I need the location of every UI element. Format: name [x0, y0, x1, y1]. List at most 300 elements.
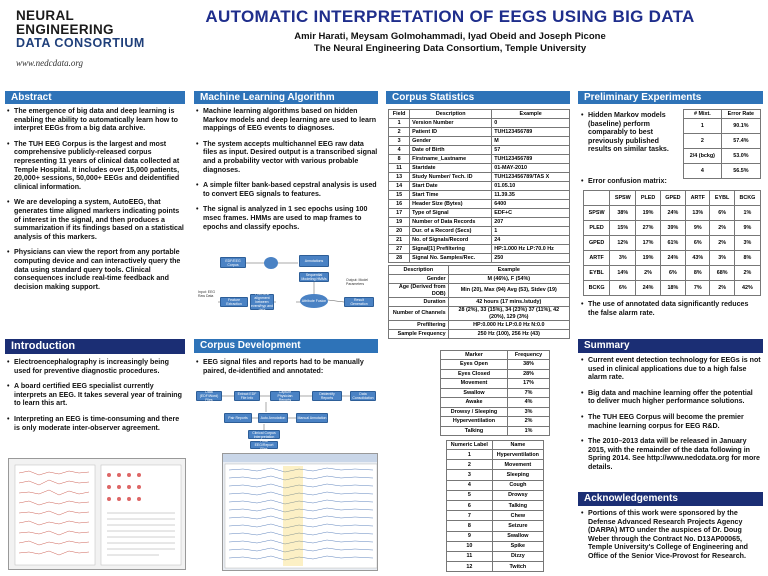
table-cell: 13% [686, 206, 710, 221]
table-cell: 27 [389, 245, 410, 254]
result-generation-box: Result Generation [344, 297, 374, 307]
table-cell: 16 [389, 200, 410, 209]
table-cell: 17% [507, 379, 549, 389]
table-cell: 12% [610, 236, 636, 251]
dev-auto-annotation-box: Auto Annotation [258, 413, 288, 423]
table-row [389, 254, 570, 263]
table-cell: 56.5% [721, 164, 760, 179]
ack-bullet: • Portions of this work were sponsored by the Defense Advanced Research Projects Agency (DARPA) MTO under the auspices of Dr. Doug Weber through the Contract No. D13AP00065, Temple University's College of Engineering and Office of the Senior Vice-Provost for Research. [581, 509, 761, 561]
table-cell: 9% [686, 221, 710, 236]
table-cell: 3% [610, 251, 636, 266]
table-header-cell: Field [389, 110, 410, 119]
table-row [389, 227, 570, 236]
table-row [584, 281, 761, 296]
table-cell: 11 [389, 164, 410, 173]
ml-bullet: • A simple filter bank-based cepstral analysis is used to convert EEG signals to features. [196, 181, 378, 198]
table-cell: GPED [584, 236, 610, 251]
table-row [684, 119, 761, 134]
table-cell: HP:1.000 Hz LP:70.0 Hz [492, 245, 570, 254]
table-cell: TUH123456789 [492, 128, 570, 137]
table-cell: Drowsy / Sleeping [441, 407, 508, 417]
table-cell: 19 [389, 218, 410, 227]
table-cell: 17% [636, 236, 660, 251]
table-cell: Age (Derived from DOB) [389, 284, 449, 298]
prelim-bullet: • The use of annotated data significantly reduces the false alarm rate. [581, 300, 761, 317]
table-cell: 1 [492, 227, 570, 236]
table-cell: 28 [389, 254, 410, 263]
table-row [389, 236, 570, 245]
table-cell: 3% [507, 407, 549, 417]
table-cell: 4 [447, 480, 493, 490]
table-header-cell: Error Rate [721, 110, 760, 119]
table-row [441, 426, 550, 436]
table-cell: 7% [686, 281, 710, 296]
table-header-cell: ARTF [686, 191, 710, 206]
table-cell: Gender [410, 137, 492, 146]
table-cell: 2% [710, 281, 734, 296]
table-cell: 6 [447, 500, 493, 510]
table-cell: 15% [610, 221, 636, 236]
table-header-cell: SPSW [610, 191, 636, 206]
table-cell: 8% [734, 251, 760, 266]
table-cell: 2% [507, 417, 549, 427]
corpus-dev-bullet: • EEG signal files and reports had to be manually paired, de-identified and annotated: [196, 358, 378, 375]
dev-pair-box: Pair Reports [224, 413, 252, 423]
edf-header-table [388, 109, 570, 263]
table-cell: EYBL [584, 266, 610, 281]
label-table-header-row [447, 441, 544, 450]
table-cell: EDF+C [492, 209, 570, 218]
section-ml-header: Machine Learning Algorithm [194, 91, 378, 104]
table-row [584, 221, 761, 236]
table-cell: 11.39.35 [492, 191, 570, 200]
dev-extract-box: Extract EDF File Info [234, 391, 260, 401]
label-table-body [447, 450, 544, 572]
table-cell: Start Date [410, 182, 492, 191]
table-cell: 42 hours (17 mins./study) [448, 298, 569, 307]
table-cell: 27% [636, 221, 660, 236]
table-row [684, 149, 761, 164]
poster-authors [170, 31, 730, 55]
table-cell: 43% [686, 251, 710, 266]
table-cell: Dizzy [492, 551, 543, 561]
table-row [389, 128, 570, 137]
table-row [447, 500, 544, 510]
mixture-error-table [683, 109, 761, 179]
table-cell: 15 [389, 191, 410, 200]
table-cell: 2% [710, 221, 734, 236]
table-cell: 2 [447, 460, 493, 470]
table-cell: TUH123456789/TAS X [492, 173, 570, 182]
table-cell: Min (20), Max (94) Avg (53), Stdev (19) [448, 284, 569, 298]
nedc-logo [16, 9, 166, 69]
table-cell: 24% [636, 281, 660, 296]
table-header-cell: Marker [441, 351, 508, 360]
intro-bullet: • Electroencephalography is increasingly being used for preventive diagnostic procedures. [7, 358, 185, 375]
table-row [447, 480, 544, 490]
section-introduction-header: Introduction [5, 339, 185, 354]
table-row [441, 379, 550, 389]
table-cell: Dur. of a Record (Secs) [410, 227, 492, 236]
table-cell: Seizure [492, 521, 543, 531]
table-cell: PLED [584, 221, 610, 236]
intro-bullet: • Interpreting an EEG is time-consuming and there is only moderate inter-observer agreement. [7, 415, 185, 432]
dev-capture-box: Capture Physician Reports [270, 391, 300, 401]
table-cell: 1 [684, 119, 722, 134]
table-cell: Header Size (Bytes) [410, 200, 492, 209]
table-cell: 1 [389, 119, 410, 128]
table-cell: 20 [389, 227, 410, 236]
table-cell: 6% [686, 236, 710, 251]
table-cell: Twitch [492, 562, 543, 572]
input-label: Input: EEG Raw Data [198, 290, 216, 298]
alignment-box: Find best alignment between event/hyp and data [251, 292, 273, 312]
table-cell: 6% [610, 281, 636, 296]
dev-final-box: Final EEG/Report Files [250, 441, 278, 449]
table-cell: 2 [389, 128, 410, 137]
table-cell: 4 [684, 164, 722, 179]
ml-bullet: • Machine learning algorithms based on hidden Markov models and deep learning are used to learn mappings of EEG events to diagnoses. [196, 107, 378, 133]
table-cell: 01-MAY-2010 [492, 164, 570, 173]
table-cell: Hyperventilation [441, 417, 508, 427]
table-cell: 10 [447, 541, 493, 551]
abstract-bullet: • The emergence of big data and deep learning is enabling the ability to automatically learn how to interpret EEGs from a big data archive. [7, 107, 185, 133]
table-cell: M [492, 137, 570, 146]
table-row [584, 266, 761, 281]
summary-bullet: • The 2010–2013 data will be released in January 2015, with the remainder of the data following in Spring 2014. See http://www.nedcdata.org for more details. [581, 437, 761, 471]
mixt-table-body [684, 119, 761, 179]
table-row [447, 511, 544, 521]
table-cell: 8 [389, 155, 410, 164]
table-header-cell: PLED [636, 191, 660, 206]
table-cell: 18% [660, 281, 685, 296]
table-header-cell: GPED [660, 191, 685, 206]
table-cell: 21 [389, 236, 410, 245]
table-cell: 4 [389, 146, 410, 155]
table-cell: 7 [447, 511, 493, 521]
table-row [441, 417, 550, 427]
table-row [389, 218, 570, 227]
table-cell: Startdate [410, 164, 492, 173]
table-cell: Movement [441, 379, 508, 389]
eeg-report-screenshot [8, 458, 186, 570]
table-cell: 61% [660, 236, 685, 251]
intro-bullet: • A board certified EEG specialist currently interprets an EEG. It takes several year of training to learn this art. [7, 382, 185, 408]
corpus-stats-table [388, 265, 570, 339]
dev-consolidation-box: Data Consolidation [350, 391, 376, 401]
table-row [389, 155, 570, 164]
table-cell: Gender [389, 275, 449, 284]
table-cell: TUH123456789 [492, 155, 570, 164]
author-names: Amir Harati, Meysam Golmohammadi, Iyad Obeid and Joseph Picone [294, 31, 606, 42]
table-cell: 9 [447, 531, 493, 541]
table-cell: Spike [492, 541, 543, 551]
table-cell: Talking [441, 426, 508, 436]
prelim-bullet: • Hidden Markov models (baseline) perform comparably to best previously published results on similar tasks. [581, 111, 677, 154]
table-cell: Swallow [441, 388, 508, 398]
table-header-cell: Name [492, 441, 543, 450]
section-prelim-header: Preliminary Experiments [578, 91, 763, 104]
table-cell: 68% [710, 266, 734, 281]
abstract-text [7, 107, 185, 298]
join-node [264, 257, 278, 269]
table-cell: 24% [660, 206, 685, 221]
abstract-bullet: • Physicians can view the report from any portable computing device and can interactively query the data using standard query tools. Clinical consequences include real-time feedback and decision making support. [7, 248, 185, 291]
table-cell: Type of Signal [410, 209, 492, 218]
table-cell: 2 [684, 134, 722, 149]
table-row [389, 137, 570, 146]
table-row [441, 407, 550, 417]
table-cell: 28 (2%), 33 (15%), 34 (23%) 37 (11%), 42 (20%), 129 (3%) [448, 307, 569, 321]
table-cell: 39% [660, 221, 685, 236]
confusion-matrix-table [583, 190, 761, 296]
dev-manual-annotation-box: Manual Annotation [296, 413, 328, 423]
table-row [447, 551, 544, 561]
table-row [447, 562, 544, 572]
table-row [447, 531, 544, 541]
edf-corpus-box: EDF/EEG Corpus [220, 257, 246, 268]
annotations-box: Annotations [299, 255, 329, 267]
table-cell: 42% [734, 281, 760, 296]
table-cell: 14 [389, 182, 410, 191]
marker-frequency-table [440, 350, 550, 436]
table-header-cell: Numeric Label [447, 441, 493, 450]
eeg-report-graphic [9, 459, 186, 570]
dev-edf-files-box: Data (EDF/Word) Files [196, 391, 222, 401]
prelim-bullet1-text [581, 111, 677, 161]
table-cell: Prefiltering [389, 321, 449, 330]
annotation-tool-graphic [223, 454, 378, 571]
table-cell: No. of Signals/Record [410, 236, 492, 245]
table-row [389, 307, 570, 321]
table-cell: Awake [441, 398, 508, 408]
ml-text [196, 107, 378, 238]
corpus-dev-flow-diagram [196, 390, 378, 450]
confusion-body [584, 206, 761, 296]
attribute-fusion-node: Attribute Fusion [300, 294, 328, 308]
table-cell: 90.1% [721, 119, 760, 134]
table-row [447, 541, 544, 551]
table-cell: 8 [447, 521, 493, 531]
table-header-cell: # Mixt. [684, 110, 722, 119]
table-cell: 3% [710, 251, 734, 266]
table-row [389, 209, 570, 218]
table-cell: ARTF [584, 251, 610, 266]
table-row [684, 134, 761, 149]
table-cell: Duration [389, 298, 449, 307]
stats-table-header-row [389, 266, 570, 275]
table-cell: 11 [447, 551, 493, 561]
table-cell: 2/4 (bckg) [684, 149, 722, 164]
table-header-cell: Example [492, 110, 570, 119]
edf-table-body [389, 119, 570, 263]
table-row [389, 275, 570, 284]
table-cell: Version Number [410, 119, 492, 128]
table-cell: Swallow [492, 531, 543, 541]
annotation-tool-screenshot [222, 453, 378, 571]
ack-text [581, 509, 761, 568]
table-header-cell: Frequency [507, 351, 549, 360]
table-row [389, 330, 570, 339]
table-cell: 3 [447, 470, 493, 480]
hmm-box: Sequential Modeling HMMs [299, 272, 329, 282]
table-cell: 7% [507, 388, 549, 398]
abstract-bullet: • The TUH EEG Corpus is the largest and most comprehensive publicly-released corpus representing 11 years of clinical data collected at Temple Hospital. It includes over 15,000 patients, 20,000+ sessions, 50,000+ EEGs and deidentified clinical information. [7, 140, 185, 192]
marker-table-body [441, 360, 550, 436]
table-header-cell: EYBL [710, 191, 734, 206]
table-cell: 8% [686, 266, 710, 281]
dev-deidentify-box: Deidentify Reports [312, 391, 342, 401]
table-row [584, 251, 761, 266]
summary-bullet: • Current event detection technology for EEGs is not used in clinical applications due to a high false alarm rate. [581, 356, 761, 382]
table-row [447, 490, 544, 500]
logo-url: www.nedcdata.org [16, 58, 83, 68]
summary-bullet: • Big data and machine learning offer the potential to deliver much higher performance solutions. [581, 389, 761, 406]
table-cell: Movement [492, 460, 543, 470]
table-cell: SPSW [584, 206, 610, 221]
table-cell: 01.05.10 [492, 182, 570, 191]
output-label: Output: Model Parameters [346, 278, 368, 286]
confusion-header-row [584, 191, 761, 206]
summary-bullet: • The TUH EEG Corpus will become the premier machine learning corpus for EEG R&D. [581, 413, 761, 430]
section-abstract-header: Abstract [5, 91, 185, 104]
table-cell: Number of Data Records [410, 218, 492, 227]
table-cell: Firstname_Lastname [410, 155, 492, 164]
table-cell: 207 [492, 218, 570, 227]
summary-text [581, 356, 761, 479]
table-row [441, 388, 550, 398]
table-row [584, 206, 761, 221]
table-row [441, 398, 550, 408]
table-cell: 6400 [492, 200, 570, 209]
table-row [389, 182, 570, 191]
table-cell: 24% [660, 251, 685, 266]
table-row [389, 245, 570, 254]
table-cell: Eyes Open [441, 360, 508, 370]
table-row [389, 191, 570, 200]
table-row [441, 360, 550, 370]
table-header-cell [584, 191, 610, 206]
prelim-bullet3-text [581, 300, 761, 324]
table-cell: 2% [636, 266, 660, 281]
table-cell: 3% [734, 236, 760, 251]
table-cell: 1% [734, 206, 760, 221]
introduction-text [7, 358, 185, 439]
mixt-table-header-row [684, 110, 761, 119]
ml-bullet: • The signal is analyzed in 1 sec epochs using 100 msec frames. HMMs are used to map frames to epochs and classify epochs. [196, 205, 378, 231]
section-summary-header: Summary [578, 339, 763, 353]
section-ack-header: Acknowledgements [578, 492, 763, 506]
table-header-cell: BCKG [734, 191, 760, 206]
stats-table-body [389, 275, 570, 339]
table-cell: Number of Channels [389, 307, 449, 321]
table-cell: Talking [492, 500, 543, 510]
table-cell: 57 [492, 146, 570, 155]
dev-clinical-box: Clinical Corpus Interpretation [248, 430, 280, 439]
table-row [389, 146, 570, 155]
affiliation: The Neural Engineering Data Consortium, Temple University [313, 43, 587, 54]
table-cell: Signal No. Samples/Rec. [410, 254, 492, 263]
table-row [441, 369, 550, 379]
table-cell: 57.4% [721, 134, 760, 149]
section-corpus-development-header: Corpus Development [194, 339, 378, 353]
table-row [447, 450, 544, 460]
table-cell: 38% [610, 206, 636, 221]
table-cell: Start Time [410, 191, 492, 200]
table-cell: Study Number/ Tech. ID [410, 173, 492, 182]
table-header-cell: Description [410, 110, 492, 119]
marker-table-header-row [441, 351, 550, 360]
table-cell: 3 [389, 137, 410, 146]
table-cell: 2% [710, 236, 734, 251]
feature-extraction-box: Feature Extraction [220, 297, 248, 307]
table-cell: Eyes Closed [441, 369, 508, 379]
table-cell: 6% [710, 206, 734, 221]
table-cell: 14% [610, 266, 636, 281]
table-cell: 250 [492, 254, 570, 263]
poster-title: AUTOMATIC INTERPRETATION OF EEGS USING BIG DATA [205, 7, 695, 26]
table-row [389, 173, 570, 182]
table-cell: 0 [492, 119, 570, 128]
table-cell: Patient ID [410, 128, 492, 137]
table-cell: 12 [447, 562, 493, 572]
table-row [447, 470, 544, 480]
table-cell: 19% [636, 206, 660, 221]
table-cell: Date of Birth [410, 146, 492, 155]
ml-bullet: • The system accepts multichannel EEG raw data files as input. Desired output is a transcribed signal and a probability vector with various probable diagnoses. [196, 140, 378, 174]
edf-table-header-row [389, 110, 570, 119]
table-cell: 6% [660, 266, 685, 281]
table-cell: 250 Hz (100), 256 Hz (43) [448, 330, 569, 339]
table-cell: 19% [636, 251, 660, 266]
table-cell: 38% [507, 360, 549, 370]
table-cell: 17 [389, 209, 410, 218]
table-row [389, 200, 570, 209]
table-cell: Chew [492, 511, 543, 521]
table-row [447, 521, 544, 531]
table-cell: Sample Frequency [389, 330, 449, 339]
table-cell: 2% [734, 266, 760, 281]
table-cell: Cough [492, 480, 543, 490]
table-cell: Hyperventilation [492, 450, 543, 460]
table-header-cell: Example [448, 266, 569, 275]
table-row [389, 298, 570, 307]
table-cell: 5 [447, 490, 493, 500]
table-cell: 28% [507, 369, 549, 379]
table-cell: HP:0.000 Hz LP:0.0 Hz N:0.0 [448, 321, 569, 330]
table-cell: Drowsy [492, 490, 543, 500]
numeric-label-table [446, 440, 544, 572]
logo-line2: DATA CONSORTIUM [16, 36, 145, 50]
table-header-cell: Description [389, 266, 449, 275]
table-cell: BCKG [584, 281, 610, 296]
table-cell: Signal[1] Prefiltering [410, 245, 492, 254]
table-cell: 1 [447, 450, 493, 460]
logo-line1: NEURAL ENGINEERING [16, 8, 114, 37]
table-cell: 1% [507, 426, 549, 436]
table-cell: M (46%), F (54%) [448, 275, 569, 284]
table-row [389, 119, 570, 128]
abstract-bullet: • We are developing a system, AutoEEG, that generates time aligned markers indicating points of interest in the signal, and then produces a summarization if its findings based on a statistical analysis of this markers. [7, 198, 185, 241]
prelim-bullet: • Error confusion matrix: [581, 177, 761, 186]
corpus-development-text [196, 358, 378, 382]
table-cell: 53.0% [721, 149, 760, 164]
table-row [389, 164, 570, 173]
table-row [447, 460, 544, 470]
ml-flow-diagram [196, 250, 378, 322]
table-row [584, 236, 761, 251]
section-corpus-stats-header: Corpus Statistics [386, 91, 570, 104]
